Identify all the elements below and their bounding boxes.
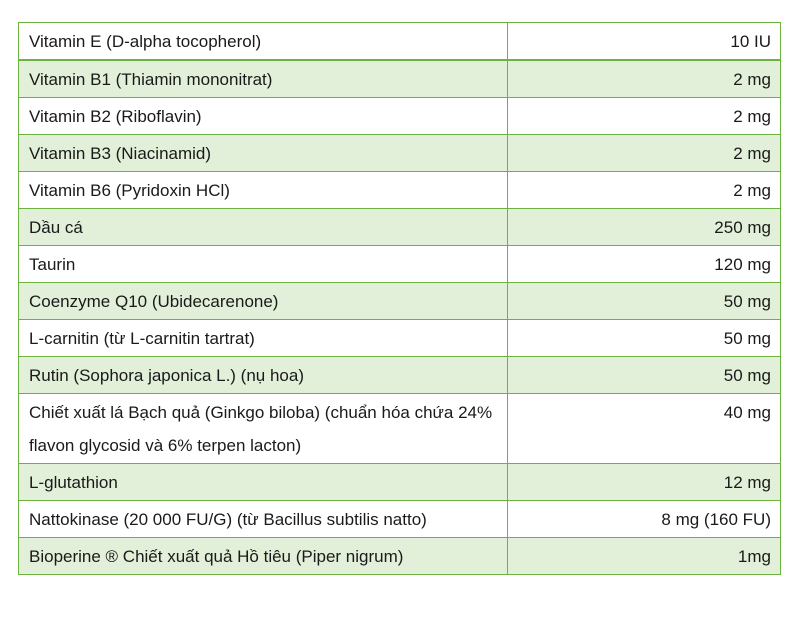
table-row	[19, 320, 781, 357]
table-row	[19, 209, 781, 246]
ingredient-name: Vitamin B1 (Thiamin mononitrat)	[19, 60, 508, 98]
ingredient-name: Vitamin E (D-alpha tocopherol)	[19, 23, 508, 61]
ingredient-amount: 50 mg	[508, 357, 781, 394]
ingredients-table-container	[18, 22, 780, 575]
table-row	[19, 172, 781, 209]
table-row	[19, 464, 781, 501]
ingredient-name: Chiết xuất lá Bạch quả (Ginkgo biloba) (chuẩn hóa chứa 24% flavon glycosid và 6% terpen lacton)	[19, 394, 508, 464]
table-row	[19, 246, 781, 283]
table-row	[19, 283, 781, 320]
ingredients-table-body	[19, 23, 781, 575]
ingredient-name: L-carnitin (từ L-carnitin tartrat)	[19, 320, 508, 357]
table-row	[19, 23, 781, 61]
ingredient-name: Taurin	[19, 246, 508, 283]
table-row	[19, 394, 781, 464]
ingredient-amount: 8 mg (160 FU)	[508, 501, 781, 538]
ingredient-name: L-glutathion	[19, 464, 508, 501]
ingredient-name: Coenzyme Q10 (Ubidecarenone)	[19, 283, 508, 320]
table-row	[19, 60, 781, 98]
ingredient-amount: 50 mg	[508, 283, 781, 320]
ingredient-name: Rutin (Sophora japonica L.) (nụ hoa)	[19, 357, 508, 394]
table-row	[19, 135, 781, 172]
ingredient-amount: 2 mg	[508, 98, 781, 135]
ingredient-amount: 250 mg	[508, 209, 781, 246]
ingredient-amount: 120 mg	[508, 246, 781, 283]
ingredient-amount: 10 IU	[508, 23, 781, 61]
ingredient-amount: 12 mg	[508, 464, 781, 501]
ingredient-name: Nattokinase (20 000 FU/G) (từ Bacillus subtilis natto)	[19, 501, 508, 538]
ingredient-name: Dầu cá	[19, 209, 508, 246]
ingredient-amount: 1mg	[508, 538, 781, 575]
ingredient-amount: 40 mg	[508, 394, 781, 464]
ingredients-table	[18, 22, 781, 575]
ingredient-name: Vitamin B2 (Riboflavin)	[19, 98, 508, 135]
table-row	[19, 357, 781, 394]
ingredient-amount: 2 mg	[508, 135, 781, 172]
ingredient-amount: 2 mg	[508, 172, 781, 209]
ingredient-name: Vitamin B3 (Niacinamid)	[19, 135, 508, 172]
ingredient-amount: 2 mg	[508, 60, 781, 98]
table-row	[19, 538, 781, 575]
ingredient-name: Bioperine ® Chiết xuất quả Hồ tiêu (Piper nigrum)	[19, 538, 508, 575]
ingredient-amount: 50 mg	[508, 320, 781, 357]
table-row	[19, 501, 781, 538]
table-row	[19, 98, 781, 135]
ingredient-name: Vitamin B6 (Pyridoxin HCl)	[19, 172, 508, 209]
